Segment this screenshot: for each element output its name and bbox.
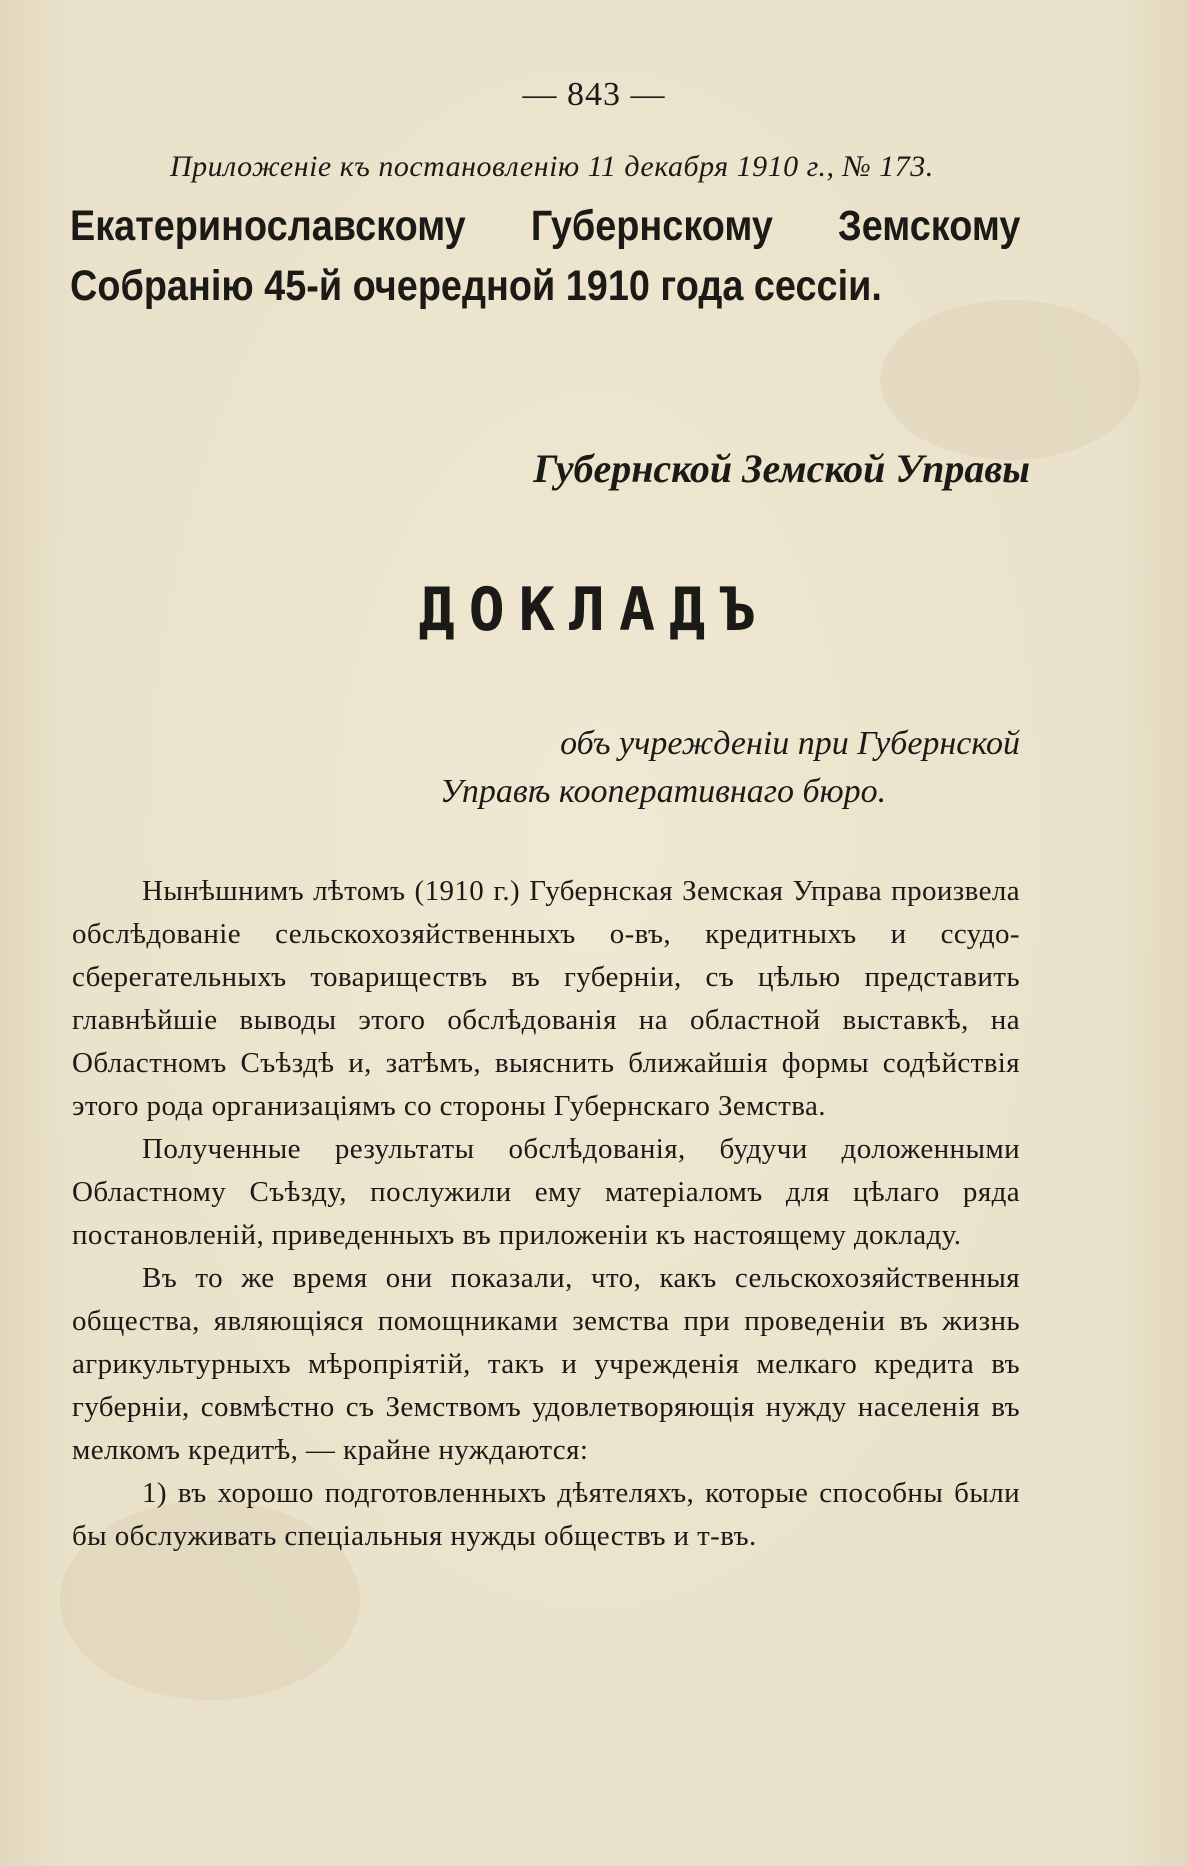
subject-line-2: Управѣ кооперативнаго бюро. [440,773,887,810]
addressee-heading: Екатеринославскому Губернскому Земскому Собранію 45-й очередной 1910 года сессіи. [70,202,1021,310]
paragraph: Полученные результаты обслѣдованія, будучи доложенными Областному Съѣзду, послужили ему матеріаломъ для цѣлаго ряда постановленій, приведенныхъ въ приложеніи къ настоящему докладу. [72,1133,1020,1251]
paragraph: Въ то же время они показали, что, какъ сельскохозяйственныя общества, являющіяся помощниками земства при проведеніи въ жизнь агрикультурныхъ мѣропріятій, такъ и учрежденія мелкаго кредита въ губерніи, совмѣстно съ Земствомъ удовлетворяющія нужду населенія въ мелкомъ кредитѣ, — крайне нуждаются: [72,1262,1020,1466]
body-text [72,870,1020,1558]
paragraph: Нынѣшнимъ лѣтомъ (1910 г.) Губернская Земская Управа произвела обслѣдованіе сельскохозяйственныхъ о-въ, кредитныхъ и ссудо-сберегательныхъ товариществъ въ губерніи, съ цѣлью представить главнѣйшіе выводы этого обслѣдованія на областной выставкѣ, на Областномъ Съѣздѣ и, затѣмъ, выяснить ближайшія формы содѣйствія этого рода организаціямъ со стороны Губернскаго Земства. [72,875,1020,1122]
appendix-note: Приложеніе къ постановленію 11 декабря 1910 г., № 173. [170,150,934,183]
document-title: ДОКЛАДЪ [418,575,770,645]
page-number: — 843 — [522,76,666,113]
paper-stain [880,300,1140,460]
authority-heading: Губернской Земской Управы [533,446,1030,491]
subject-heading [420,720,1020,816]
subject-line-1: объ учрежденіи при Губернской [560,725,1020,762]
paragraph: 1) въ хорошо подготовленныхъ дѣятеляхъ, которые способны были бы обслуживать спеціальныя нужды обществъ и т-въ. [72,1477,1020,1552]
